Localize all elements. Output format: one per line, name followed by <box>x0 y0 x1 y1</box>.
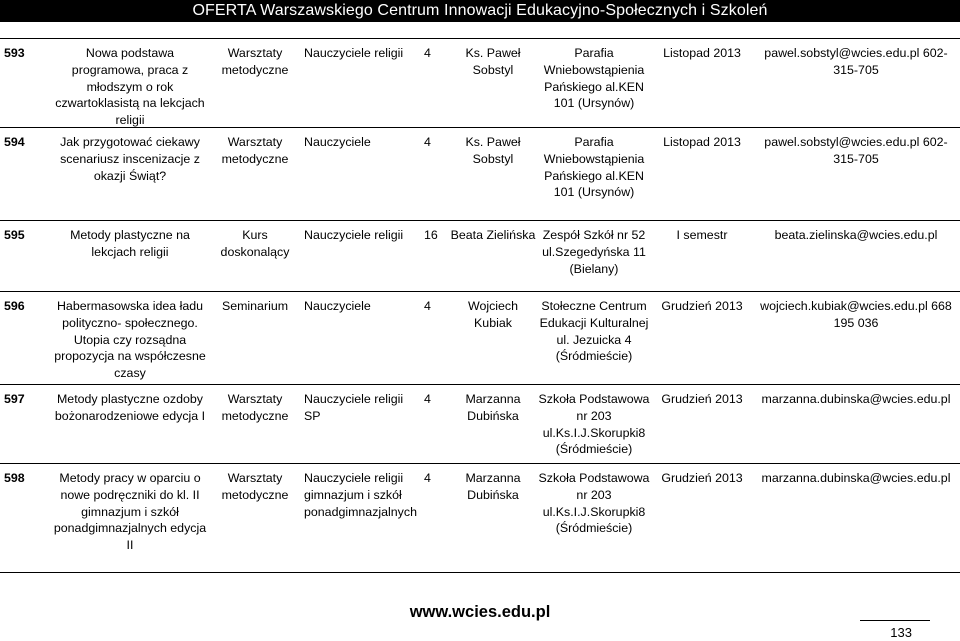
course-form: Warsztaty metodyczne <box>221 471 289 502</box>
course-form: Warsztaty metodyczne <box>221 46 289 77</box>
contact-info: wojciech.kubiak@wcies.edu.pl 668 195 036 <box>760 299 952 330</box>
hours-count: 4 <box>424 135 431 149</box>
course-offer-table <box>0 38 960 573</box>
course-form: Warsztaty metodyczne <box>221 135 289 166</box>
contact-info: pawel.sobstyl@wcies.edu.pl 602-315-705 <box>764 46 948 77</box>
course-date: Grudzień 2013 <box>661 471 743 485</box>
course-date: I semestr <box>676 228 728 242</box>
row-number: 594 <box>4 135 25 149</box>
table-row <box>0 385 960 464</box>
course-title: Jak przygotować ciekawy scenariusz inscenizacje z okazji Świąt? <box>60 135 200 183</box>
course-location: Parafia Wniebowstąpienia Pańskiego al.KEN 101 (Ursynów) <box>543 135 645 200</box>
contact-info: marzanna.dubinska@wcies.edu.pl <box>761 471 951 485</box>
table-row <box>0 292 960 385</box>
course-leader: Marzanna Dubińska <box>465 471 521 502</box>
course-leader: Ks. Paweł Sobstyl <box>465 46 521 77</box>
hours-count: 16 <box>424 228 438 242</box>
course-location: Zespół Szkół nr 52 ul.Szegedyńska 11 (Bielany) <box>542 228 646 276</box>
course-leader: Beata Zielińska <box>450 228 536 242</box>
contact-info: pawel.sobstyl@wcies.edu.pl 602-315-705 <box>764 135 948 166</box>
table-row <box>0 221 960 292</box>
course-date: Grudzień 2013 <box>661 392 743 406</box>
table-row <box>0 39 960 128</box>
course-location: Szkoła Podstawowa nr 203 ul.Ks.I.J.Skorupki8 (Śródmieście) <box>538 471 650 536</box>
footer-website: www.wcies.edu.pl <box>409 603 551 621</box>
target-audience: Nauczyciele religii <box>304 228 404 242</box>
course-title: Metody pracy w oparciu o nowe podręczniki do kl. II gimnazjum i szkół ponadgimnazjalnych edycja II <box>53 471 207 553</box>
table-row <box>0 464 960 573</box>
course-location: Szkoła Podstawowa nr 203 ul.Ks.I.J.Skorupki8 (Śródmieście) <box>538 392 650 457</box>
course-form: Kurs doskonalący <box>220 228 290 259</box>
course-title: Metody plastyczne ozdoby bożonarodzeniowe edycja I <box>54 392 206 423</box>
contact-info: beata.zielinska@wcies.edu.pl <box>774 228 938 242</box>
page-number: 133 <box>890 625 912 640</box>
row-number: 596 <box>4 299 25 313</box>
course-leader: Ks. Paweł Sobstyl <box>465 135 521 166</box>
course-leader: Marzanna Dubińska <box>465 392 521 423</box>
target-audience: Nauczyciele religii SP <box>304 392 404 423</box>
row-number: 593 <box>4 46 25 60</box>
course-form: Warsztaty metodyczne <box>221 392 289 423</box>
course-date: Listopad 2013 <box>663 135 741 149</box>
hours-count: 4 <box>424 46 431 60</box>
hours-count: 4 <box>424 299 431 313</box>
page-number-rule <box>860 620 930 621</box>
contact-info: marzanna.dubinska@wcies.edu.pl <box>761 392 951 406</box>
document-header-banner: OFERTA Warszawskiego Centrum Innowacji Edukacyjno-Społecznych i Szkoleń <box>0 0 960 22</box>
target-audience: Nauczyciele <box>304 135 371 149</box>
course-location: Parafia Wniebowstąpienia Pańskiego al.KEN 101 (Ursynów) <box>543 46 645 111</box>
course-title: Metody plastyczne na lekcjach religii <box>70 228 190 259</box>
row-number: 595 <box>4 228 25 242</box>
course-leader: Wojciech Kubiak <box>467 299 519 330</box>
target-audience: Nauczyciele religii gimnazjum i szkół ponadgimnazjalnych <box>304 471 417 519</box>
hours-count: 4 <box>424 471 431 485</box>
hours-count: 4 <box>424 392 431 406</box>
course-form: Seminarium <box>221 299 289 313</box>
course-date: Listopad 2013 <box>663 46 741 60</box>
target-audience: Nauczyciele religii <box>304 46 404 60</box>
course-date: Grudzień 2013 <box>661 299 743 313</box>
row-number: 598 <box>4 471 25 485</box>
row-number: 597 <box>4 392 25 406</box>
course-title: Habermasowska idea ładu polityczno- społecznego. Utopia czy rozsądna propozycja na współczesne czasy <box>54 299 206 381</box>
table-row <box>0 128 960 221</box>
course-location: Stołeczne Centrum Edukacji Kulturalnej ul. Jezuicka 4 (Śródmieście) <box>539 299 649 364</box>
target-audience: Nauczyciele <box>304 299 371 313</box>
course-title: Nowa podstawa programowa, praca z młodszym o rok czwartoklasistą na lekcjach religii <box>55 46 205 128</box>
